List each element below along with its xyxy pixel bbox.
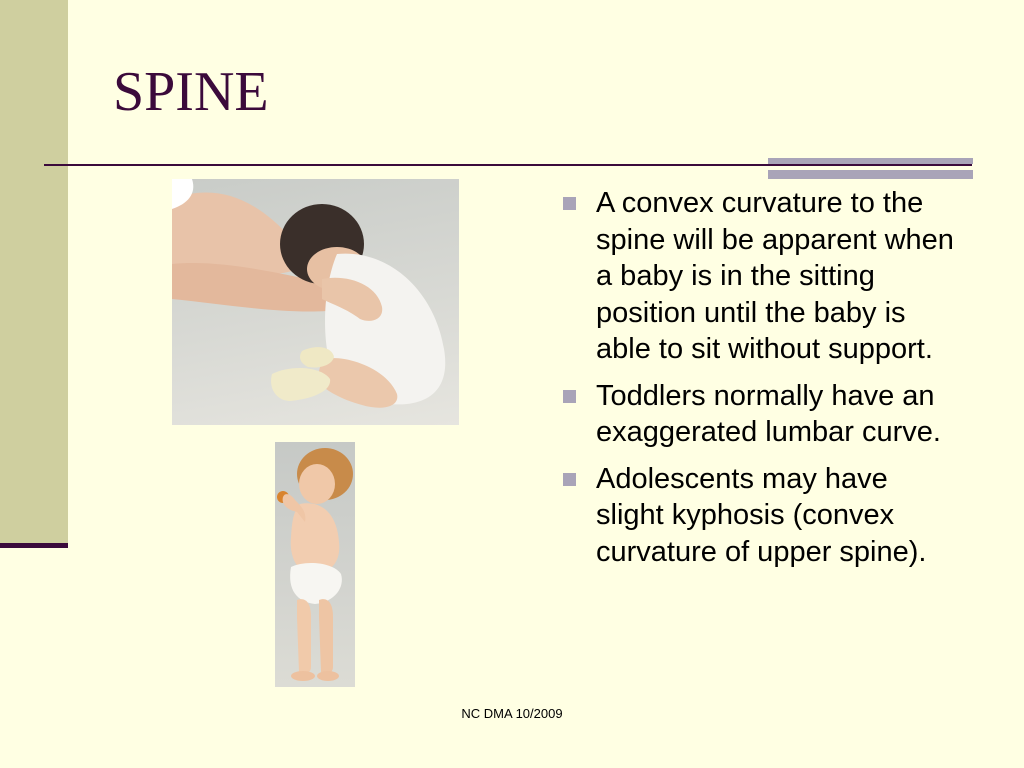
bullet-item	[560, 378, 960, 451]
square-bullet-icon	[563, 390, 576, 403]
bullet-list	[560, 185, 960, 580]
baby-sitting-illustration	[172, 179, 459, 425]
bullet-text: Adolescents may have slight kyphosis (convex curvature of upper spine).	[596, 462, 927, 568]
toddler-standing-photo	[275, 442, 355, 687]
left-decorative-bar	[0, 0, 68, 545]
square-bullet-icon	[563, 473, 576, 486]
baby-sitting-photo	[172, 179, 459, 425]
divider-accent-bottom	[768, 170, 973, 179]
bullet-item	[560, 461, 960, 571]
bullet-item	[560, 185, 960, 368]
bullet-text: Toddlers normally have an exaggerated lumbar curve.	[596, 379, 941, 448]
divider-accent-top	[768, 158, 973, 164]
square-bullet-icon	[563, 197, 576, 210]
title-divider	[44, 164, 972, 166]
slide-title: SPINE	[113, 61, 269, 123]
bullet-text: A convex curvature to the spine will be apparent when a baby is in the sitting position until the baby is able to sit without support.	[596, 187, 954, 365]
footer-text: NC DMA 10/2009	[461, 706, 563, 721]
left-bar-accent-line	[0, 543, 68, 548]
toddler-illustration	[275, 442, 355, 687]
